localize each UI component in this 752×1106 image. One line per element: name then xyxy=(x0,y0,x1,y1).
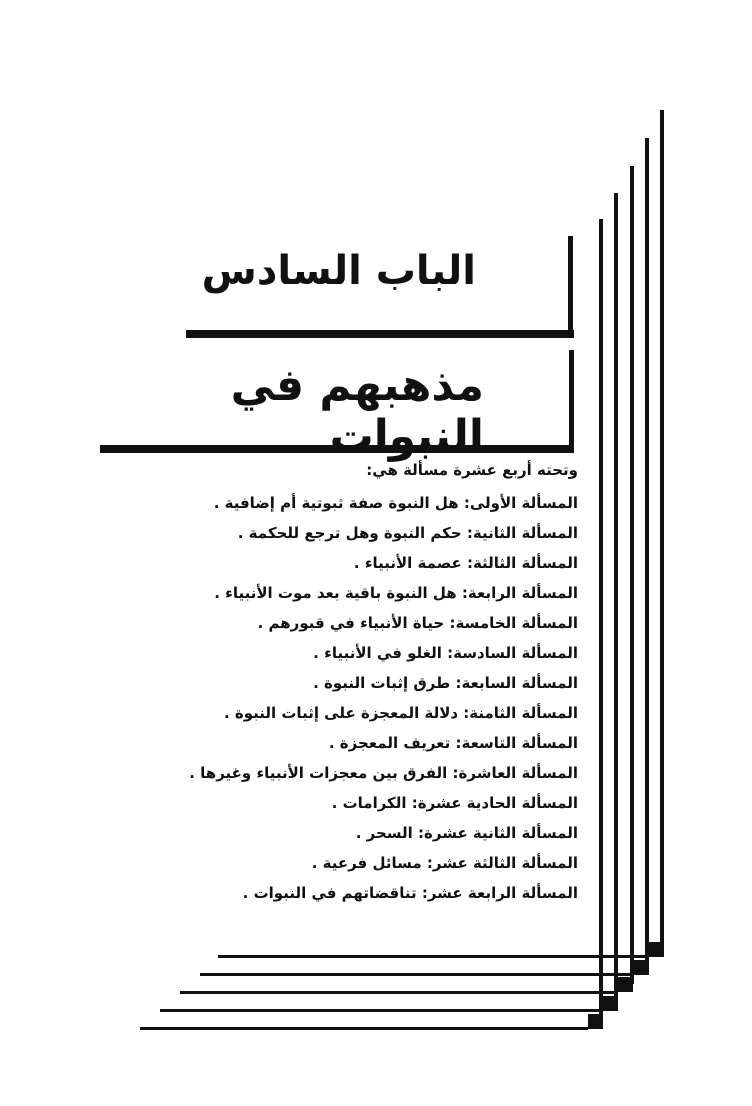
page-edge-vertical xyxy=(660,110,664,955)
list-item: المسألة الأولى: هل النبوة صفة ثبوتية أم إضافية . xyxy=(213,494,578,512)
page-edge-horizontal xyxy=(218,955,649,958)
page-edge-horizontal xyxy=(140,1027,588,1030)
page-edge-vertical xyxy=(630,166,634,984)
page-edge-horizontal xyxy=(180,991,618,994)
list-item: المسألة الثانية عشرة: السحر . xyxy=(355,824,578,842)
list-item: المسألة الحادية عشرة: الكرامات . xyxy=(331,794,578,812)
page-edge-vertical xyxy=(569,350,574,453)
page-edge-vertical xyxy=(568,236,573,336)
list-item: المسألة التاسعة: تعريف المعجزة . xyxy=(328,734,578,752)
title-rule xyxy=(186,330,574,338)
list-item: المسألة السادسة: الغلو في الأنبياء . xyxy=(313,644,578,662)
list-item: المسألة الرابعة عشر: تناقضاتهم في النبوات . xyxy=(242,884,578,902)
list-item: المسألة الخامسة: حياة الأنبياء في قبورهم . xyxy=(257,614,578,632)
corner-square xyxy=(588,1014,603,1029)
page-edge-horizontal xyxy=(160,1009,603,1012)
page-edge-vertical xyxy=(645,138,649,960)
chapter-subtitle: مذهبهم في النبوات xyxy=(230,360,484,462)
page-edge-horizontal xyxy=(200,973,634,976)
list-item: المسألة العاشرة: الفرق بين معجزات الأنبياء وغيرها . xyxy=(189,764,578,782)
list-item: المسألة الرابعة: هل النبوة باقية بعد موت الأنبياء . xyxy=(214,584,578,602)
corner-square xyxy=(634,960,649,975)
corner-square xyxy=(649,942,664,957)
issues-list xyxy=(148,488,578,908)
corner-square xyxy=(603,996,618,1011)
list-item: المسألة الثالثة: عصمة الأنبياء . xyxy=(353,554,578,572)
page-edge-vertical xyxy=(599,219,603,1015)
page-edge-vertical xyxy=(614,193,618,999)
list-item: المسألة الثانية: حكم النبوة وهل ترجع للحكمة . xyxy=(237,524,578,542)
corner-square xyxy=(618,977,633,992)
intro-text: وتحته أربع عشرة مسألة هي: xyxy=(366,461,578,479)
list-item: المسألة الثالثة عشر: مسائل فرعية . xyxy=(311,854,578,872)
chapter-title: الباب السادس xyxy=(201,248,476,294)
list-item: المسألة الثامنة: دلالة المعجزة على إثبات النبوة . xyxy=(223,704,578,722)
list-item: المسألة السابعة: طرق إثبات النبوة . xyxy=(313,674,578,692)
